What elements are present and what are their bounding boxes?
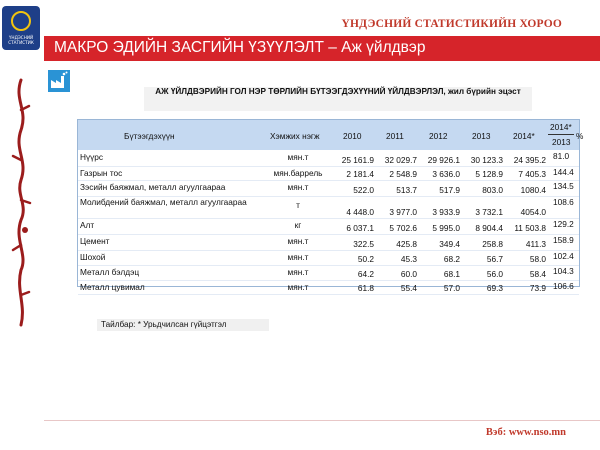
emblem-icon (11, 11, 31, 31)
header-2013: 2013 (472, 131, 491, 141)
header-product: Бүтээгдэхүүн (124, 131, 175, 141)
page-title: МАКРО ЭДИЙН ЗАСГИЙН ҮЗҮҮЛЭЛТ – Аж үйлдвэр (54, 39, 426, 56)
ratio-divider (548, 134, 574, 135)
footnote: Тайлбар: * Урьдчилсан гүйцэтгэл (97, 319, 269, 331)
cell-y2012: 5 995.0 (432, 223, 460, 233)
table-row (78, 234, 579, 251)
cell-y2013: 3 732.1 (475, 207, 503, 217)
cell-y2014: 73.9 (529, 283, 546, 293)
cell-y2010: 522.0 (353, 185, 374, 195)
cell-y2014: 58.0 (529, 254, 546, 264)
cell-unit: мян.т (287, 236, 309, 246)
logo-caption: ҮНДЭСНИЙ СТАТИСТИК (8, 35, 34, 45)
footer-divider (44, 420, 600, 421)
cell-ratio: 106.6 (553, 281, 574, 291)
table-row (78, 180, 579, 197)
cell-product: Шохой (80, 252, 106, 262)
cell-y2010: 50.2 (357, 254, 374, 264)
cell-product: Алт (80, 220, 95, 230)
production-table (77, 119, 584, 293)
cell-y2011: 2 548.9 (389, 169, 417, 179)
cell-y2014: 11 503.8 (514, 223, 546, 233)
table-row (78, 265, 579, 281)
cell-y2012: 68.1 (443, 269, 460, 279)
cell-y2014: 4054.0 (520, 207, 546, 217)
header-ratio-bottom: 2013 (552, 137, 571, 147)
cell-y2011: 32 029.7 (384, 155, 417, 165)
cell-y2012: 517.9 (439, 185, 460, 195)
cell-y2014: 411.3 (525, 239, 546, 249)
cell-y2010: 61.8 (357, 283, 374, 293)
cell-y2010: 4 448.0 (346, 207, 374, 217)
cell-y2013: 69.3 (486, 283, 503, 293)
cell-y2011: 3 977.0 (389, 207, 417, 217)
cell-y2010: 64.2 (357, 269, 374, 279)
cell-y2012: 349.4 (439, 239, 460, 249)
cell-product: Цемент (80, 236, 110, 246)
cell-y2010: 6 037.1 (346, 223, 374, 233)
cell-unit: мян.т (287, 182, 309, 192)
header-2014: 2014* (513, 131, 535, 141)
header-unit: Хэмжих нэгж (270, 131, 320, 141)
cell-ratio: 108.6 (553, 197, 574, 207)
table-row (78, 196, 579, 219)
cell-y2012: 29 926.1 (427, 155, 460, 165)
cell-ratio: 104.3 (553, 266, 574, 276)
header-2010: 2010 (343, 131, 362, 141)
cell-y2012: 68.2 (443, 254, 460, 264)
cell-y2012: 3 636.0 (432, 169, 460, 179)
table-row (78, 218, 579, 235)
table-title: АЖ ҮЙЛДВЭРИЙН ГОЛ НЭР ТӨРЛИЙН БҮТЭЭГДЭХҮҮНИЙ ҮЙЛДВЭРЛЭЛ, жил бүрийн эцэст (144, 87, 532, 111)
cell-product: Молибдений баяжмал, металл агуулгаараа (80, 197, 247, 207)
cell-y2013: 56.7 (486, 254, 503, 264)
cell-y2011: 55.4 (400, 283, 417, 293)
cell-y2014: 1080.4 (520, 185, 546, 195)
header-percent: % (576, 131, 584, 141)
cell-ratio: 134.5 (553, 181, 574, 191)
cell-unit: мян.баррель (273, 168, 323, 178)
cell-y2012: 57.0 (443, 283, 460, 293)
mongolian-script-icon (6, 70, 36, 330)
cell-y2011: 513.7 (396, 185, 417, 195)
cell-product: Металл бэлдэц (80, 267, 140, 277)
cell-unit: мян.т (287, 252, 309, 262)
cell-ratio: 102.4 (553, 251, 574, 261)
cell-unit: мян.т (287, 152, 309, 162)
cell-product: Металл цувимал (80, 282, 145, 292)
cell-y2011: 425.8 (396, 239, 417, 249)
cell-unit: мян.т (287, 267, 309, 277)
organization-name: ҮНДЭСНИЙ СТАТИСТИКИЙН ХОРОО (341, 18, 562, 30)
cell-y2012: 3 933.9 (432, 207, 460, 217)
website-link[interactable]: Вэб: www.nso.mn (485, 427, 566, 438)
cell-y2013: 56.0 (486, 269, 503, 279)
table-row (78, 250, 579, 266)
cell-y2010: 322.5 (353, 239, 374, 249)
cell-product: Газрын тос (80, 168, 123, 178)
side-panel (0, 0, 44, 450)
factory-icon (48, 70, 70, 92)
cell-y2010: 25 161.9 (341, 155, 374, 165)
nso-logo (2, 6, 40, 50)
header-2011: 2011 (386, 131, 404, 141)
table-row (78, 166, 579, 181)
cell-ratio: 129.2 (553, 219, 574, 229)
cell-unit: мян.т (287, 282, 309, 292)
cell-y2014: 24 395.2 (513, 155, 546, 165)
table-row (78, 280, 579, 295)
cell-y2014: 7 405.3 (518, 169, 546, 179)
cell-ratio: 144.4 (553, 167, 574, 177)
header-ratio-top: 2014* (550, 122, 572, 132)
cell-y2010: 2 181.4 (346, 169, 374, 179)
cell-y2013: 803.0 (482, 185, 503, 195)
title-bar (44, 36, 600, 61)
table-header (78, 120, 584, 150)
cell-y2014: 58.4 (529, 269, 546, 279)
cell-ratio: 81.0 (553, 151, 570, 161)
cell-y2013: 258.8 (482, 239, 503, 249)
cell-ratio: 158.9 (553, 235, 574, 245)
cell-y2013: 5 128.9 (475, 169, 503, 179)
cell-unit: т (296, 200, 300, 210)
cell-y2011: 5 702.6 (389, 223, 417, 233)
cell-y2011: 45.3 (400, 254, 417, 264)
table-row (78, 150, 579, 167)
cell-product: Нүүрс (80, 152, 104, 162)
cell-y2013: 8 904.4 (475, 223, 503, 233)
cell-product: Зэсийн баяжмал, металл агуулгаараа (80, 182, 226, 192)
cell-y2013: 30 123.3 (470, 155, 503, 165)
cell-unit: кг (294, 220, 302, 230)
cell-y2011: 60.0 (400, 269, 417, 279)
header-2012: 2012 (429, 131, 448, 141)
